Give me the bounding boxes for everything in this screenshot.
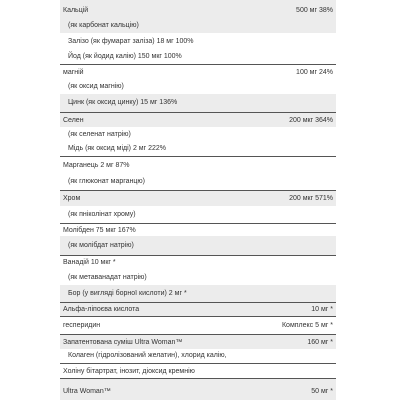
table-row	[60, 334, 336, 349]
nutrient-name: магній	[63, 69, 84, 76]
nutrient-amount: Комплекс 5 мг *	[281, 322, 333, 329]
nutrient-amount: 160 мг *	[307, 339, 333, 346]
nutrient-name: Цинк (як оксид цинку) 15 мг 136%	[68, 99, 178, 106]
table-row	[60, 378, 336, 400]
nutrient-name: Селен	[63, 117, 84, 124]
table-row	[60, 112, 336, 127]
nutrient-source: (як молібдат натрію)	[68, 242, 134, 249]
table-row	[60, 94, 336, 112]
table-row	[60, 285, 336, 302]
nutrient-amount: 100 мг 24%	[296, 69, 333, 76]
table-row	[60, 236, 336, 255]
nutrient-name: гесперидин	[63, 322, 101, 329]
table-row	[60, 79, 336, 94]
nutrient-name: Молібден 75 мкг 167%	[63, 227, 136, 234]
nutrient-source: (як селенат натрію)	[68, 131, 131, 138]
nutrient-name: Мідь (як оксид міді) 2 мг 222%	[68, 145, 166, 152]
nutrient-name: Хром	[63, 195, 81, 202]
table-row	[60, 349, 336, 363]
table-row	[60, 19, 336, 33]
nutrient-amount: 50 мг *	[311, 388, 333, 395]
table-row	[60, 206, 336, 223]
table-row	[60, 33, 336, 50]
nutrient-name: Ultra Woman™	[63, 388, 111, 395]
nutrient-source: (як карбонат кальцію)	[68, 22, 139, 29]
table-row	[60, 127, 336, 141]
table-row	[60, 270, 336, 285]
nutrient-name: Запатентована суміш Ultra Woman™	[63, 339, 183, 346]
nutrient-source: (як метаванадат натрію)	[68, 274, 147, 281]
table-row	[60, 255, 336, 270]
nutrient-amount: 200 мкг 364%	[289, 117, 333, 124]
nutrient-name: Йод (як йодид калію) 150 мкг 100%	[68, 53, 182, 60]
table-row	[60, 173, 336, 190]
nutrient-amount: 10 мг *	[311, 306, 333, 313]
nutrient-name: Марганець 2 мг 87%	[63, 162, 130, 169]
table-row	[60, 223, 336, 236]
table-row	[60, 64, 336, 79]
nutrient-amount: 500 мг 38%	[296, 7, 333, 14]
nutrient-name: Кальцій	[63, 7, 89, 14]
table-row	[60, 50, 336, 64]
nutrient-name: Бор (у вигляді борної кислоти) 2 мг *	[68, 290, 187, 297]
blend-ingredients: Холіну бітартрат, інозит, діоксид кремнію	[63, 368, 195, 375]
nutrient-name: Альфа-ліпоєва кислота	[63, 306, 140, 313]
nutrient-name: Ванадій 10 мкг *	[63, 259, 116, 266]
table-row	[60, 141, 336, 156]
nutrient-source: (як пніколінат хрому)	[68, 211, 136, 218]
table-row	[60, 316, 336, 334]
blend-ingredients: Колаген (гідролізований желатин), хлорид калію,	[68, 352, 227, 359]
table-row	[60, 156, 336, 173]
nutrient-source: (як оксид магнію)	[68, 83, 124, 90]
table-row	[60, 302, 336, 316]
supplement-facts-table	[60, 0, 336, 400]
table-row	[60, 363, 336, 378]
table-row	[60, 190, 336, 206]
nutrient-source: (як глюконат марганцю)	[68, 178, 145, 185]
nutrient-name: Залізо (як фумарат заліза) 18 мг 100%	[68, 38, 194, 45]
table-row	[60, 0, 336, 19]
nutrient-amount: 200 мкг 571%	[289, 195, 333, 202]
